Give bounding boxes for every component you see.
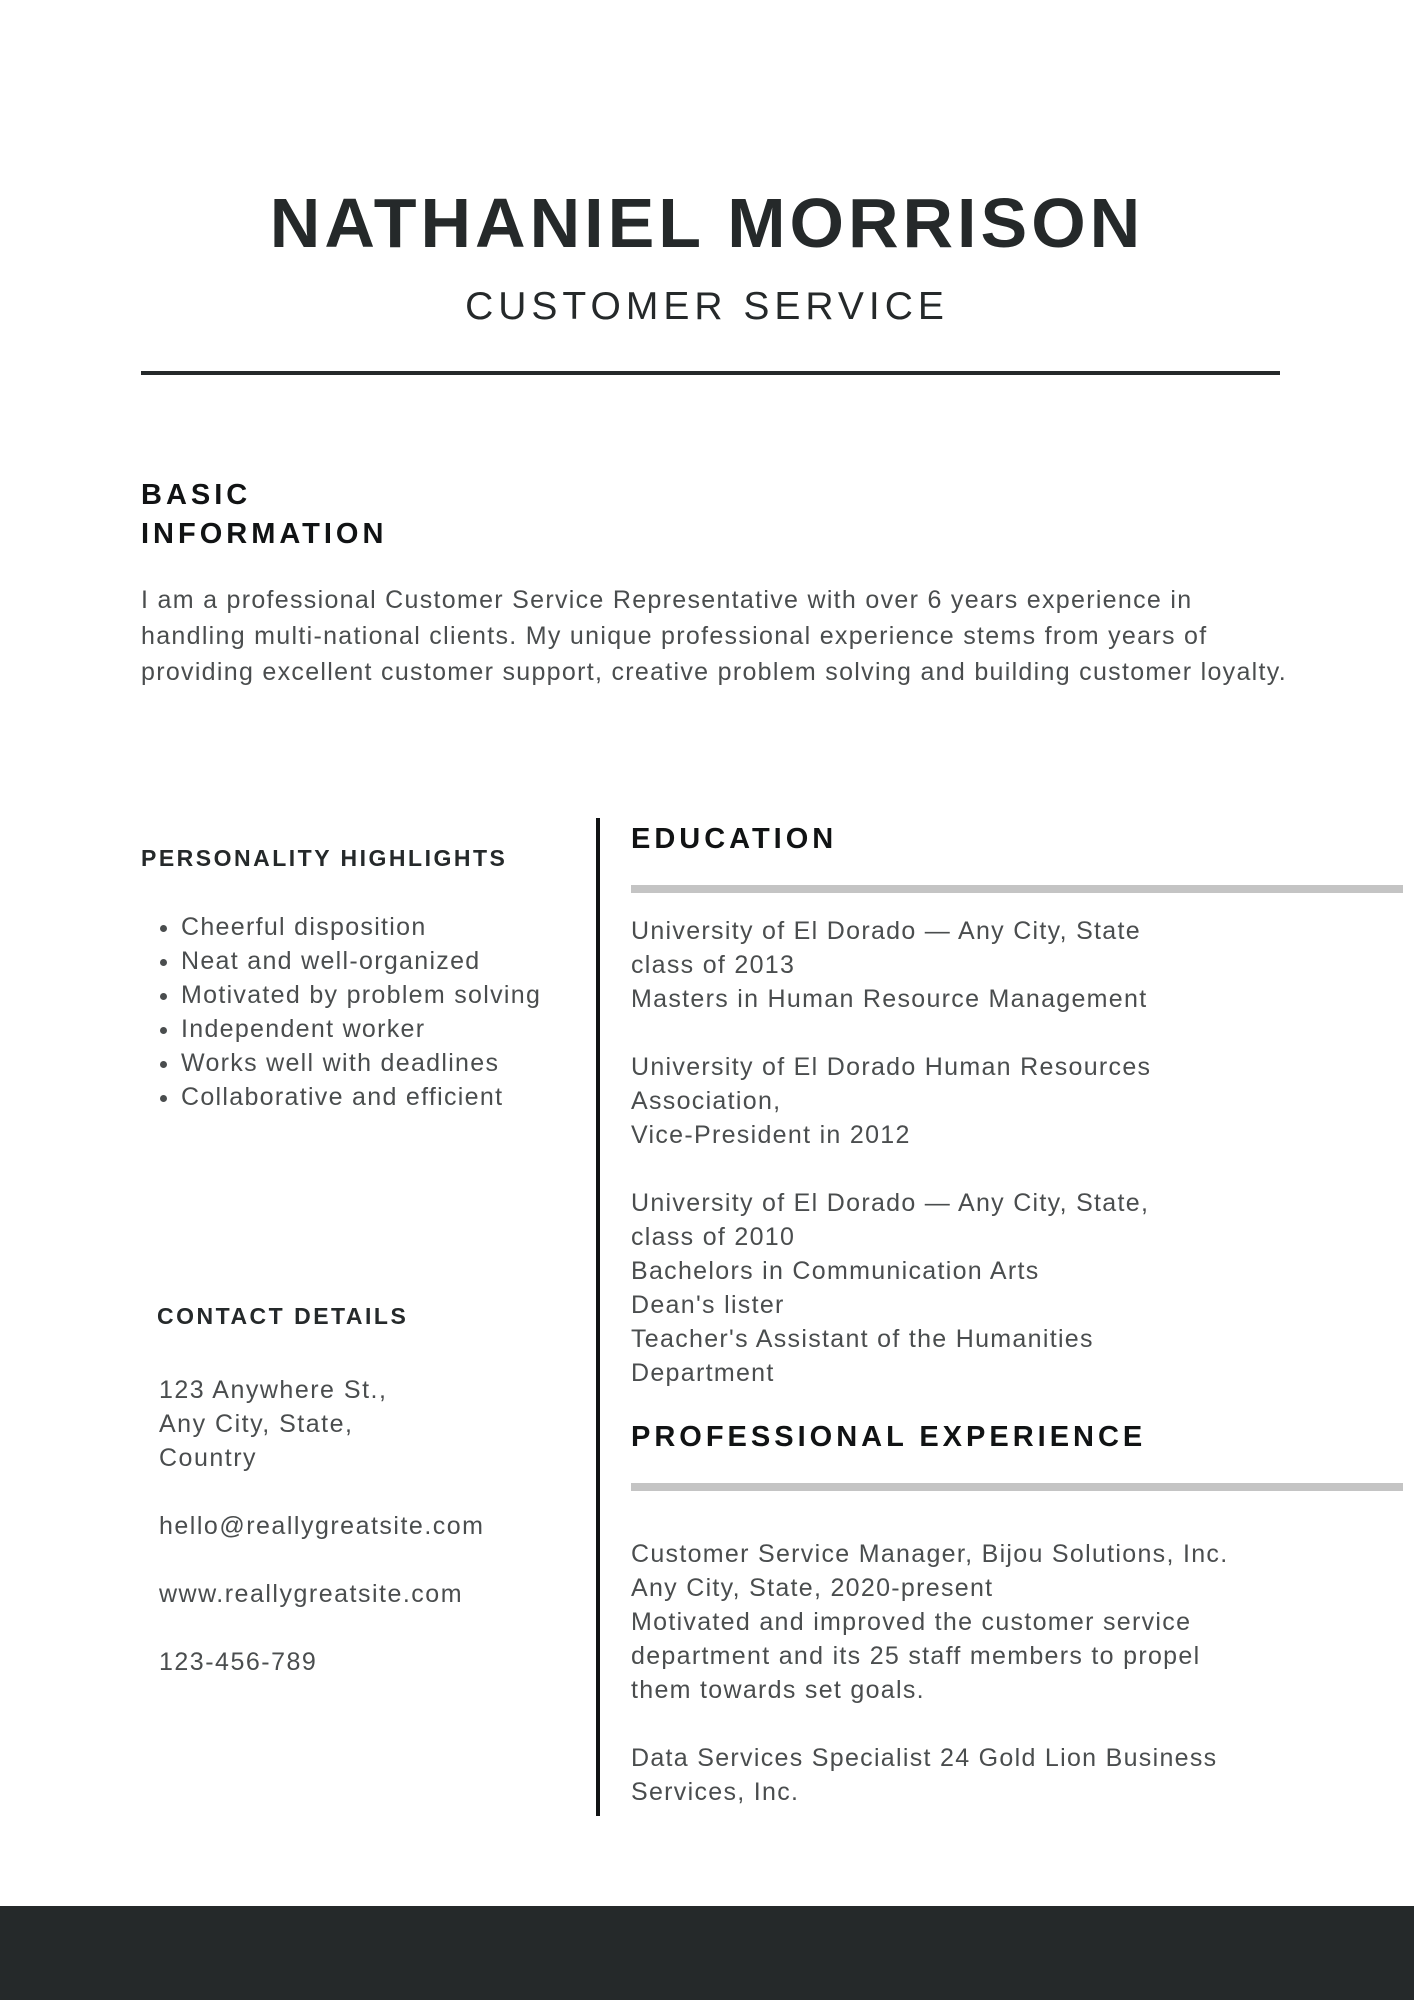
entry-line: University of El Dorado — Any City, State <box>631 917 1141 945</box>
entry-line: University of El Dorado Human Resources <box>631 1053 1152 1081</box>
entry-line: department and its 25 staff members to propel <box>631 1642 1201 1670</box>
entry-line: Data Services Specialist 24 Gold Lion Business <box>631 1744 1218 1772</box>
contact-details-heading: CONTACT DETAILS <box>157 1303 409 1329</box>
list-item: • Works well with deadlines <box>181 1046 581 1080</box>
footer-bar <box>0 1906 1414 2000</box>
entry-line: them towards set goals. <box>631 1676 925 1704</box>
entry-line: Bachelors in Communication Arts <box>631 1257 1040 1285</box>
list-item: • Motivated by problem solving <box>181 978 581 1012</box>
list-item: • Collaborative and efficient <box>181 1080 581 1114</box>
resume-name: NATHANIEL MORRISON <box>269 184 1145 262</box>
education-divider <box>631 885 1403 893</box>
contact-email: hello@reallygreatsite.com <box>159 1512 485 1540</box>
entry-line: Masters in Human Resource Management <box>631 985 1148 1013</box>
professional-experience-heading: PROFESSIONAL EXPERIENCE <box>631 1421 1147 1453</box>
basic-heading-line1: BASIC <box>141 479 252 511</box>
entry-line: University of El Dorado — Any City, State, <box>631 1189 1150 1217</box>
basic-information-heading <box>141 476 541 554</box>
entry-line: class of 2010 <box>631 1223 796 1251</box>
entry-line: Services, Inc. <box>631 1778 800 1806</box>
contact-website: www.reallygreatsite.com <box>159 1580 464 1608</box>
education-entry <box>631 1186 1271 1390</box>
address-line: Country <box>159 1444 258 1472</box>
education-entry <box>631 914 1271 1016</box>
resume-role: CUSTOMER SERVICE <box>465 285 949 328</box>
address-line: Any City, State, <box>159 1410 354 1438</box>
entry-line: Association, <box>631 1087 782 1115</box>
personality-highlights-heading: PERSONALITY HIGHLIGHTS <box>141 845 508 871</box>
education-entries <box>631 914 1271 1390</box>
list-item: • Neat and well-organized <box>181 944 581 978</box>
entry-line: Any City, State, 2020-present <box>631 1574 994 1602</box>
experience-divider <box>631 1483 1403 1491</box>
experience-entries <box>631 1537 1271 1809</box>
entry-line: Department <box>631 1359 775 1387</box>
column-divider <box>596 818 600 1816</box>
entry-line: Motivated and improved the customer service <box>631 1608 1192 1636</box>
basic-information-text: I am a professional Customer Service Representative with over 6 years experience in handling multi-national clients. My unique professional experience stems from years of providing excellent customer support, creative problem solving and building customer loyalty. <box>141 586 1287 686</box>
education-entry <box>631 1050 1271 1152</box>
entry-line: Dean's lister <box>631 1291 785 1319</box>
contact-details <box>159 1373 579 1679</box>
contact-phone: 123-456-789 <box>159 1648 318 1676</box>
entry-line: Teacher's Assistant of the Humanities <box>631 1325 1094 1353</box>
entry-line: Customer Service Manager, Bijou Solutions, Inc. <box>631 1540 1229 1568</box>
experience-entry <box>631 1537 1271 1707</box>
entry-line: Vice-President in 2012 <box>631 1121 911 1149</box>
personality-highlights-list <box>141 910 581 1114</box>
experience-entry <box>631 1741 1271 1809</box>
list-item: • Cheerful disposition <box>181 910 581 944</box>
list-item: • Independent worker <box>181 1012 581 1046</box>
basic-heading-line2: INFORMATION <box>141 518 388 550</box>
address-line: 123 Anywhere St., <box>159 1376 388 1404</box>
education-heading: EDUCATION <box>631 823 838 855</box>
header-divider <box>141 371 1280 375</box>
entry-line: class of 2013 <box>631 951 796 979</box>
